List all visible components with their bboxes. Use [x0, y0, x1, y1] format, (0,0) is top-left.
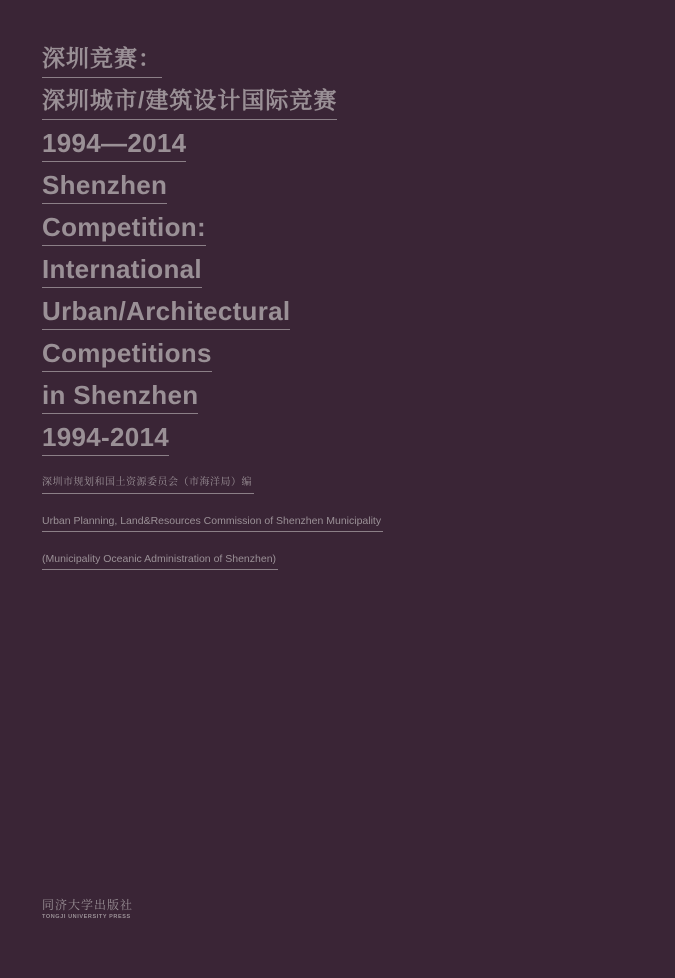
title-en-line-2: Competition: — [42, 209, 206, 246]
title-en-line-4: Urban/Architectural — [42, 293, 290, 330]
title-en-line-6: in Shenzhen — [42, 377, 198, 414]
editor-en-line-1: Urban Planning, Land&Resources Commission of Shenzhen Municipality — [42, 511, 383, 532]
title-en-line-7: 1994-2014 — [42, 419, 169, 456]
title-en-line-1: Shenzhen — [42, 167, 167, 204]
title-en-line-5: Competitions — [42, 335, 212, 372]
title-years-cn: 1994—2014 — [42, 125, 186, 162]
publisher-logo — [42, 898, 133, 922]
title-block — [42, 40, 383, 570]
title-cn-line-2: 深圳城市/建筑设计国际竞赛 — [42, 82, 337, 120]
title-en-line-3: International — [42, 251, 202, 288]
title-cn-line-1: 深圳竞赛： — [42, 40, 162, 78]
publisher-name-en: TONGJI UNIVERSITY PRESS — [42, 914, 131, 920]
publisher-name-cn: 同济大学出版社 — [42, 898, 134, 912]
editor-cn: 深圳市规划和国土资源委员会（市海洋局）编 — [42, 473, 254, 494]
editor-en-line-2: (Municipality Oceanic Administration of Shenzhen) — [42, 549, 278, 570]
